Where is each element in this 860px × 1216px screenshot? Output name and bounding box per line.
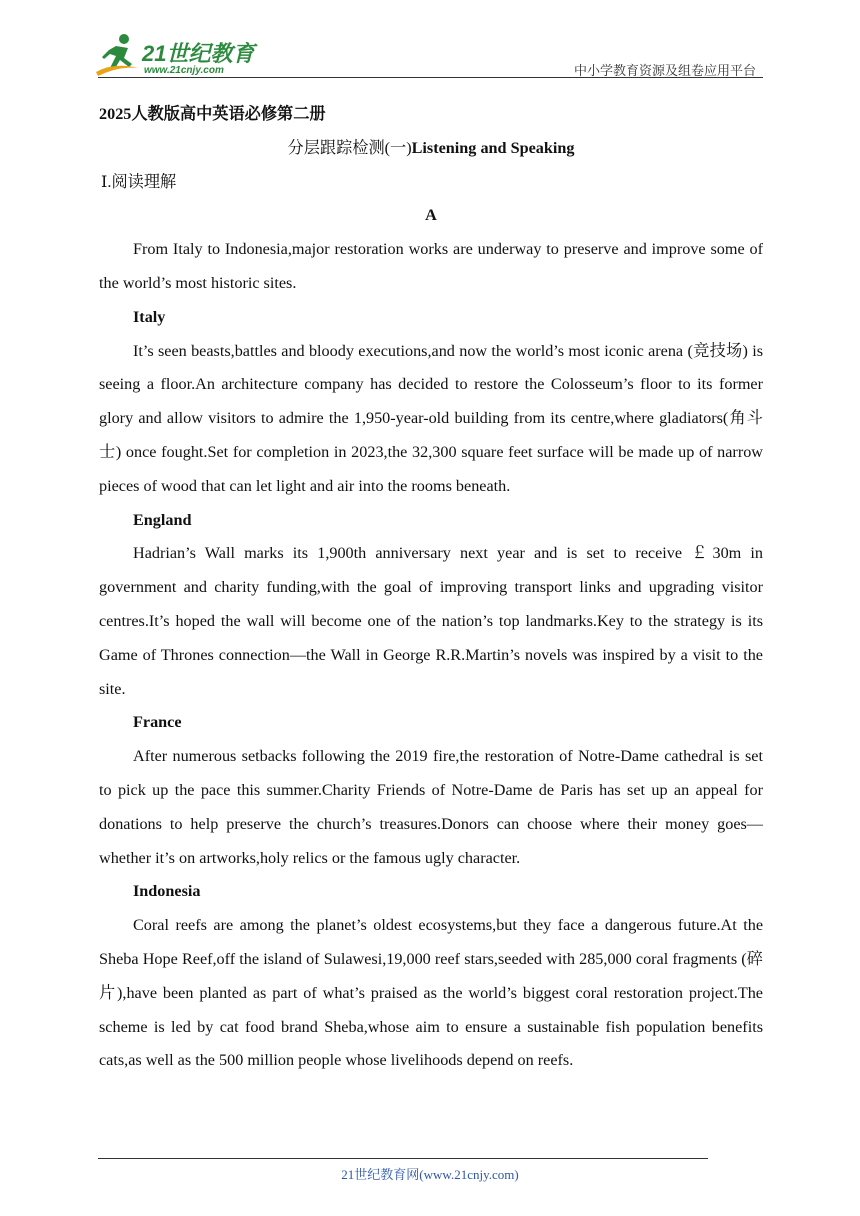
heading-indonesia: Indonesia	[133, 882, 201, 901]
logo-url: www.21cnjy.com	[144, 65, 224, 76]
logo	[94, 32, 264, 78]
heading-england: England	[133, 510, 192, 529]
passage-letter: A	[425, 206, 437, 225]
paragraph-indonesia: Coral reefs are among the planet’s oldest ecosystems,but they face a dangerous future.At the Sheba Hope Reef,off the island of Sulawesi,19,000 reef stars,seeded with 285,000 coral fragments (碎片),have been planted as part of what’s praised as the world’s biggest coral restoration project.The scheme is led by cat food brand Sheba,whose aim to ensure a sustainable fish population benefits cats,as well as the 500 million people whose livelihoods depend on reefs.	[99, 916, 763, 1070]
logo-title: 21世纪教育	[142, 41, 255, 66]
footer-divider	[98, 1158, 708, 1159]
heading-italy: Italy	[133, 307, 166, 326]
document-title: 2025人教版高中英语必修第二册	[99, 105, 326, 123]
footer-link[interactable]: 21世纪教育网(www.21cnjy.com)	[341, 1167, 519, 1182]
intro-paragraph: From Italy to Indonesia,major restoration works are underway to preserve and improve some of the world’s most historic sites.	[99, 240, 763, 292]
subtitle-en: Listening and Speaking	[411, 138, 575, 157]
document-body	[99, 98, 763, 1078]
runner-icon	[94, 32, 144, 78]
section-heading: Ⅰ.阅读理解	[101, 172, 177, 191]
subtitle-cn: 分层跟踪检测(一)	[287, 138, 412, 157]
header-divider	[98, 77, 763, 78]
document-subtitle	[99, 132, 763, 166]
paragraph-italy: It’s seen beasts,battles and bloody executions,and now the world’s most iconic arena (竞技场) is seeing a floor.An architecture company has decided to restore the Colosseum’s floor to its former glory and allow visitors to admire the 1,950-year-old building from its centre,where gladiators(角斗士) once fought.Set for completion in 2023,the 32,300 square feet surface will be made up of narrow pieces of wood that can let light and air into the rooms beneath.	[99, 341, 763, 495]
page-header	[0, 0, 860, 80]
paragraph-france: After numerous setbacks following the 2019 fire,the restoration of Notre-Dame cathedral is set to pick up the pace this summer.Charity Friends of Notre-Dame de Paris has set up an appeal for donations to help preserve the church’s treasures.Donors can choose where their money goes—whether it’s on artworks,holy relics or the famous ugly character.	[99, 747, 763, 867]
platform-tagline: 中小学教育资源及组卷应用平台	[573, 63, 756, 78]
paragraph-england: Hadrian’s Wall marks its 1,900th anniversary next year and is set to receive ￡30m in government and charity funding,with the goal of improving transport links and upgrading visitor centres.It’s hoped the wall will become one of the nation’s top landmarks.Key to the strategy is its Game of Thrones connection—the Wall in George R.R.Martin’s novels was inspired by a visit to the site.	[99, 544, 763, 698]
heading-france: France	[133, 713, 182, 732]
